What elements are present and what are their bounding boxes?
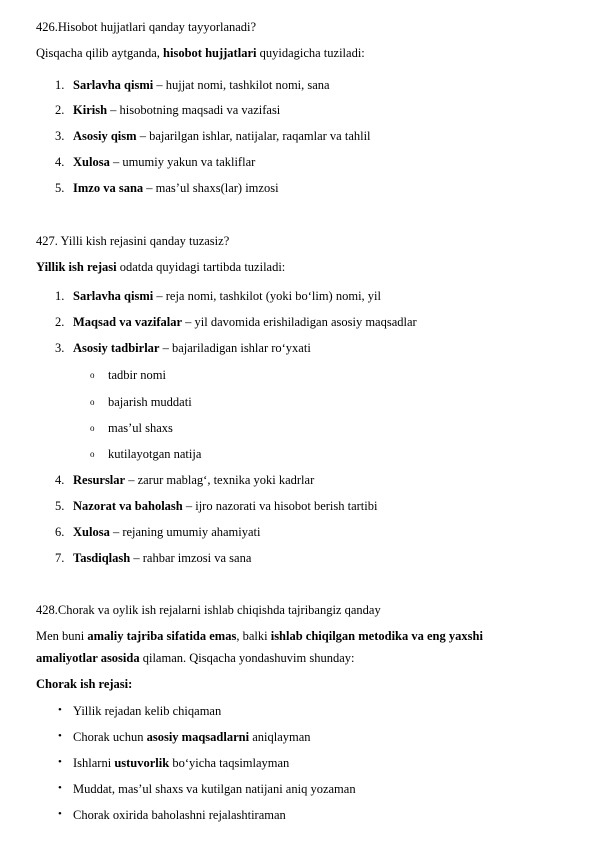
circle-bullet-icon: o — [90, 423, 95, 433]
bullet-icon: • — [58, 808, 62, 820]
list-number: 5. — [55, 499, 65, 513]
list-item: Tasdiqlash – rahbar imzosi va sana — [73, 551, 252, 565]
bullet-icon: • — [58, 782, 62, 794]
circle-bullet-icon: o — [90, 397, 95, 407]
list-number: 2. — [55, 103, 65, 117]
intro-bold: hisobot hujjatlari — [163, 46, 257, 60]
circle-bullet-icon: o — [90, 370, 95, 380]
circle-bullet-icon: o — [90, 449, 95, 459]
list-number: 5. — [55, 181, 65, 195]
list-item: Imzo va sana – mas’ul shaxs(lar) imzosi — [73, 181, 279, 195]
list-number: 3. — [55, 341, 65, 355]
sub-list-item: kutilayotgan natija — [108, 447, 202, 461]
list-number: 1. — [55, 289, 65, 303]
list-item: Maqsad va vazifalar – yil davomida erishiladigan asosiy maqsadlar — [73, 315, 417, 329]
intro-text: Qisqacha qilib aytganda, — [36, 46, 164, 60]
question-426-intro — [36, 46, 365, 61]
list-item: Asosiy tadbirlar – bajariladigan ishlar ro‘yxati — [73, 341, 311, 355]
list-number: 6. — [55, 525, 65, 539]
question-428-intro-line2: amaliyotlar asosida qilaman. Qisqacha yondashuvim shunday: — [36, 651, 355, 665]
list-number: 4. — [55, 473, 65, 487]
sub-list-item: bajarish muddati — [108, 395, 192, 409]
list-item: Asosiy qism – bajarilgan ishlar, natijalar, raqamlar va tahlil — [73, 129, 371, 143]
list-item: Xulosa – rejaning umumiy ahamiyati — [73, 525, 261, 539]
bullet-icon: • — [58, 756, 62, 768]
intro-text: quyidagicha tuziladi: — [256, 46, 365, 60]
bullet-item: Chorak uchun asosiy maqsadlarni aniqlayman — [73, 730, 311, 744]
bullet-item: Ishlarni ustuvorlik bo‘yicha taqsimlayman — [73, 756, 290, 770]
list-number: 4. — [55, 155, 65, 169]
bullet-item: Chorak oxirida baholashni rejalashtiraman — [73, 808, 286, 822]
list-number: 2. — [55, 315, 65, 329]
question-428-intro-line1: Men buni amaliy tajriba sifatida emas, balki ishlab chiqilgan metodika va eng yaxshi — [36, 629, 483, 643]
question-427-intro: Yillik ish rejasi odatda quyidagi tartibda tuziladi: — [36, 260, 286, 274]
list-number: 7. — [55, 551, 65, 565]
bullet-item: Muddat, mas’ul shaxs va kutilgan natijani aniq yozaman — [73, 782, 356, 796]
list-item: Resurslar – zarur mablag‘, texnika yoki kadrlar — [73, 473, 315, 487]
question-427-title: 427. Yilli kish rejasini qanday tuzasiz? — [36, 234, 230, 248]
question-428-title: 428.Chorak va oylik ish rejalarni ishlab chiqishda tajribangiz qanday — [36, 603, 381, 617]
list-item: Xulosa – umumiy yakun va takliflar — [73, 155, 256, 169]
list-item: Sarlavha qismi – hujjat nomi, tashkilot nomi, sana — [73, 78, 330, 92]
section-heading: Chorak ish rejasi: — [36, 677, 133, 691]
list-item: Nazorat va baholash – ijro nazorati va hisobot berish tartibi — [73, 499, 378, 513]
list-item: Kirish – hisobotning maqsadi va vazifasi — [73, 103, 281, 117]
list-number: 1. — [55, 78, 65, 92]
bullet-item: Yillik rejadan kelib chiqaman — [73, 704, 222, 718]
list-number: 3. — [55, 129, 65, 143]
question-426-title: 426.Hisobot hujjatlari qanday tayyorlanadi? — [36, 20, 257, 34]
bullet-icon: • — [58, 730, 62, 742]
bullet-icon: • — [58, 704, 62, 716]
sub-list-item: tadbir nomi — [108, 368, 166, 382]
list-item: Sarlavha qismi – reja nomi, tashkilot (yoki bo‘lim) nomi, yil — [73, 289, 381, 303]
sub-list-item: mas’ul shaxs — [108, 421, 173, 435]
